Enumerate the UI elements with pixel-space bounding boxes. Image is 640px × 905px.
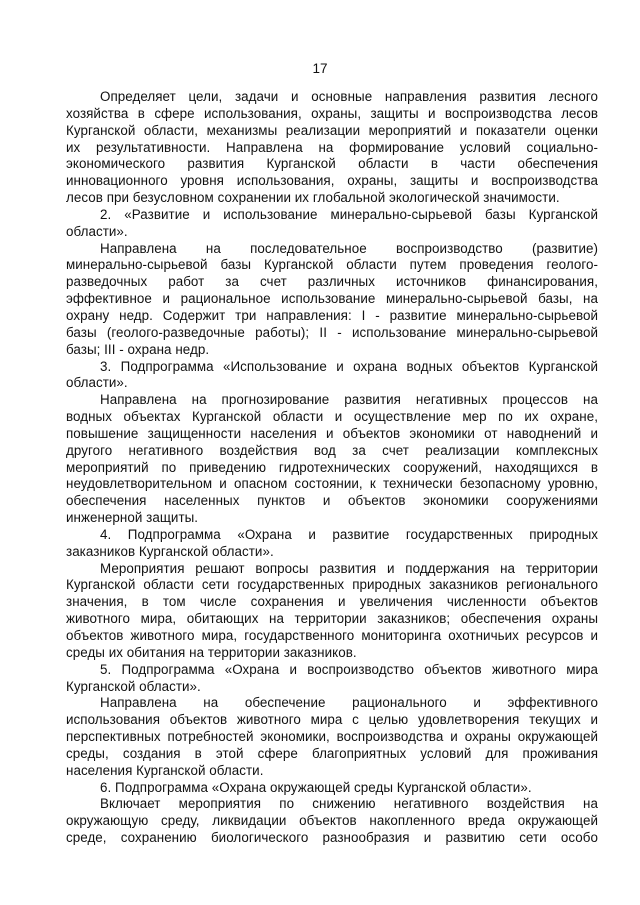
text-line: их результативности. Направлена на формирование условий социально-	[66, 139, 598, 155]
text-line: Курганской области, механизмы реализации мероприятий и показатели оценки	[66, 122, 598, 138]
text-line: хозяйства в сфере использования, охраны, защиты и воспроизводства лесов	[66, 105, 598, 121]
document-body	[66, 89, 598, 847]
text-line: окружающую среду, ликвидации объектов накопленного вреда окружающей	[66, 813, 598, 829]
page-number: 17	[312, 61, 328, 76]
text-line: перспективных потребностей экономики, воспроизводства и охраны окружающей	[66, 729, 598, 745]
text-line: 3. Подпрограмма «Использование и охрана водных объектов Курганской	[100, 358, 598, 374]
text-line: области».	[66, 223, 128, 239]
text-line: использования объектов животного мира с целью удовлетворения текущих и	[66, 712, 598, 728]
text-line: животного мира, обитающих на территории заказников; обеспечения охраны	[66, 611, 598, 627]
text-line: Направлена на прогнозирование развития негативных процессов на	[100, 392, 598, 408]
text-line: Курганской области сети государственных природных заказников регионального	[66, 577, 598, 593]
text-line: базы; III - охрана недр.	[66, 341, 210, 357]
text-line: Курганской области».	[66, 678, 201, 694]
text-line: значения, в том числе сохранения и увеличения численности объектов	[66, 594, 598, 610]
text-line: среде, сохранению биологического разнообразия и развитию сети особо	[66, 830, 598, 846]
text-line: Направлена на обеспечение рационального и эффективного	[100, 695, 598, 711]
text-line: неудовлетворительном и опасном состоянии, к технически безопасному уровню,	[66, 476, 598, 492]
text-line: области».	[66, 375, 128, 391]
text-line: Включает мероприятия по снижению негативного воздействия на	[100, 796, 598, 812]
text-line: экономического развития Курганской области в части обеспечения	[66, 156, 598, 172]
text-line: среды их обитания на территории заказников.	[66, 644, 357, 660]
text-line: другого негативного воздействия вод за счет реализации комплексных	[66, 442, 598, 458]
text-line: 4. Подпрограмма «Охрана и развитие государственных природных	[100, 526, 598, 542]
text-line: эффективное и рациональное использование минерально-сырьевой базы, на	[66, 291, 598, 307]
text-line: инженерной защиты.	[66, 510, 199, 526]
text-line: разведочных работ за счет различных источников финансирования,	[66, 274, 598, 290]
text-line: охрану недр. Содержит три направления: I - развитие минерально-сырьевой	[66, 307, 598, 323]
text-line: повышение защищенности населения и объектов экономики от наводнений и	[66, 425, 598, 441]
text-line: Определяет цели, задачи и основные направления развития лесного	[100, 89, 598, 104]
text-line: Мероприятия решают вопросы развития и поддержания на территории	[100, 560, 598, 576]
text-line: базы (геолого-разведочные работы); II - использование минерально-сырьевой	[66, 324, 598, 340]
text-line: 5. Подпрограмма «Охрана и воспроизводство объектов животного мира	[100, 661, 598, 677]
text-line: 6. Подпрограмма «Охрана окружающей среды Курганской области».	[100, 779, 532, 795]
text-line: Направлена на последовательное воспроизводство (развитие)	[100, 240, 598, 256]
text-line: инновационного уровня использования, охраны, защиты и воспроизводства	[66, 173, 598, 189]
text-line: мероприятий по приведению гидротехнических сооружений, находящихся в	[66, 459, 598, 475]
text-line: 2. «Развитие и использование минерально-сырьевой базы Курганской	[100, 206, 598, 222]
text-line: обеспечения населенных пунктов и объектов экономики сооружениями	[66, 493, 598, 509]
text-line: среды, создания в этой сфере благоприятных условий для проживания	[66, 745, 598, 761]
text-line: заказников Курганской области».	[66, 543, 274, 559]
text-line: объектов животного мира, государственного мониторинга охотничьих ресурсов и	[66, 628, 598, 643]
text-line: населения Курганской области.	[66, 762, 264, 778]
text-line: лесов при безусловном сохранении их глобальной экологической значимости.	[66, 190, 560, 206]
text-line: минерально-сырьевой базы Курганской области путем проведения геолого-	[66, 257, 598, 273]
text-line: водных объектах Курганской области и осуществление мер по их охране,	[66, 409, 598, 425]
